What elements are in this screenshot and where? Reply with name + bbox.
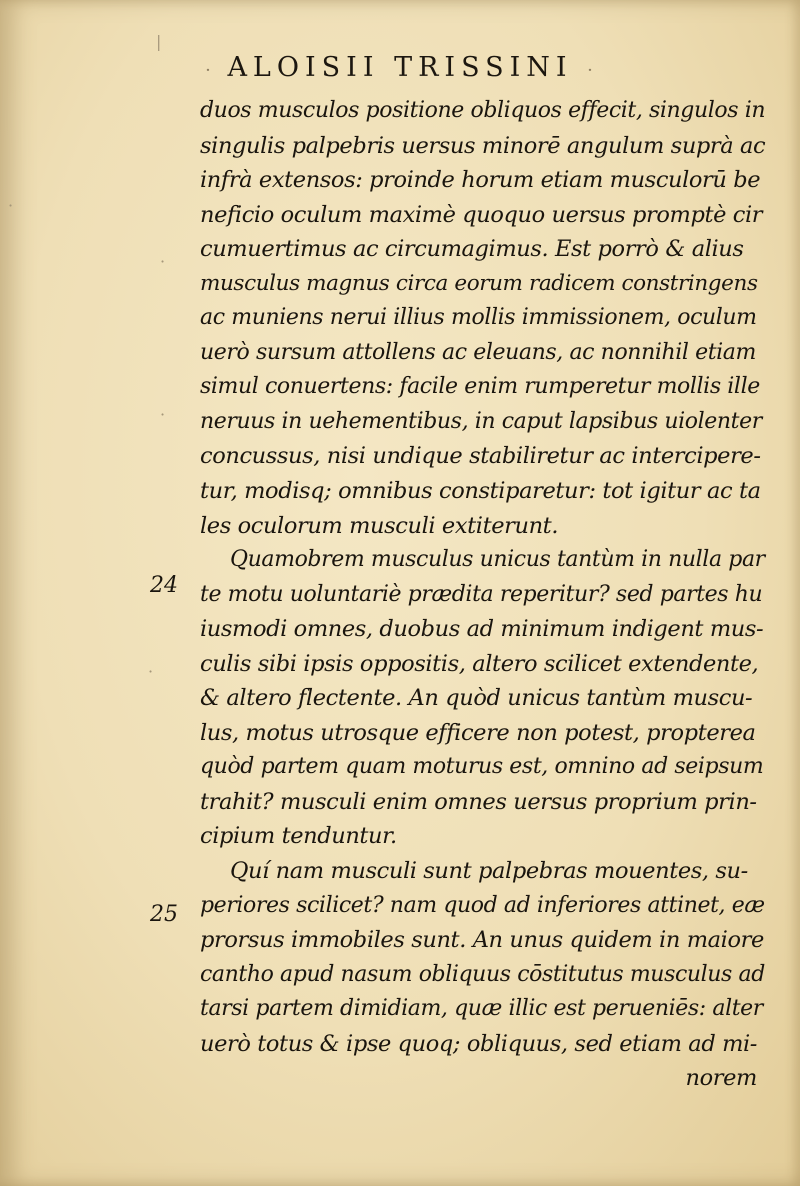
section-number: 24 xyxy=(150,573,178,598)
text-line: lus, motus utrosque efficere non potest, propterea xyxy=(200,719,756,746)
text-line: les oculorum musculi extiterunt. xyxy=(200,512,559,539)
running-header xyxy=(0,52,800,83)
text-line: & altero flectente. An quòd unicus tantùm muscu- xyxy=(200,685,753,712)
text-line: concussus, nisi undique stabiliretur ac intercipere- xyxy=(200,443,761,470)
text-line: cantho apud nasum obliquus cōstitutus musculus ad xyxy=(200,961,765,987)
text-line: tur, modisq; omnibus constiparetur: tot igitur ac ta xyxy=(200,478,761,505)
text-line: duos musculos positione obliquos effecit, singulos in xyxy=(200,98,766,123)
text-line: Quamobrem musculus unicus tantùm in nulla par xyxy=(230,547,765,573)
text-line: ac muniens nerui illius mollis immissionem, oculum xyxy=(200,305,757,331)
text-line: cumuertimus ac circumagimus. Est porrò & alius xyxy=(200,236,744,263)
text-line: quòd partem quam moturus est, omnino ad seipsum xyxy=(200,754,764,780)
margin-speck: · xyxy=(160,252,166,271)
text-line: cipium tenduntur. xyxy=(200,823,397,850)
catchword: norem xyxy=(685,1065,757,1092)
ink-fleck-left: · xyxy=(205,60,213,81)
text-line: neruus in uehementibus, in caput lapsibus uiolenter xyxy=(200,408,762,434)
text-line: neficio oculum maximè quoquo uersus promptè cir xyxy=(200,201,763,228)
text-line: te motu uoluntariè prædita reperitur? sed partes hu xyxy=(200,581,763,607)
margin-speck: · xyxy=(160,405,166,424)
ink-fleck-right: · xyxy=(587,60,595,81)
text-line: tarsi partem dimidiam, quæ illic est perueniēs: alter xyxy=(200,996,763,1022)
text-line: periores scilicet? nam quod ad inferiores attinet, eæ xyxy=(200,892,765,918)
text-line: singulis palpebris uersus minorē angulum suprà ac xyxy=(200,132,766,159)
body-text xyxy=(200,94,765,1096)
text-line: musculus magnus circa eorum radicem constringens xyxy=(200,270,758,296)
text-line: prorsus immobiles sunt. An unus quidem in maiore xyxy=(200,927,764,954)
text-line: simul conuertens: facile enim rumperetur mollis ille xyxy=(200,374,760,400)
margin-speck: · xyxy=(148,662,154,681)
text-line: Quí nam musculi sunt palpebras mouentes, su- xyxy=(230,858,748,885)
text-line: uerò sursum attollens ac eleuans, ac nonnihil etiam xyxy=(200,339,756,365)
text-line: iusmodi omnes, duobus ad minimum indigent mus- xyxy=(200,616,764,643)
text-line: trahit? musculi enim omnes uersus proprium prin- xyxy=(200,788,757,815)
margin-stroke: | xyxy=(156,32,162,51)
text-line: culis sibi ipsis oppositis, altero scilicet extendente, xyxy=(200,650,759,677)
text-line: infrà extensos: proinde horum etiam musculorū be xyxy=(200,167,761,194)
margin-speck: · xyxy=(8,196,14,215)
text-line: uerò totus & ipse quoq; obliquus, sed etiam ad mi- xyxy=(200,1030,758,1057)
running-header-text: ALOISII TRISSINI xyxy=(227,52,573,83)
section-number: 25 xyxy=(150,902,178,927)
